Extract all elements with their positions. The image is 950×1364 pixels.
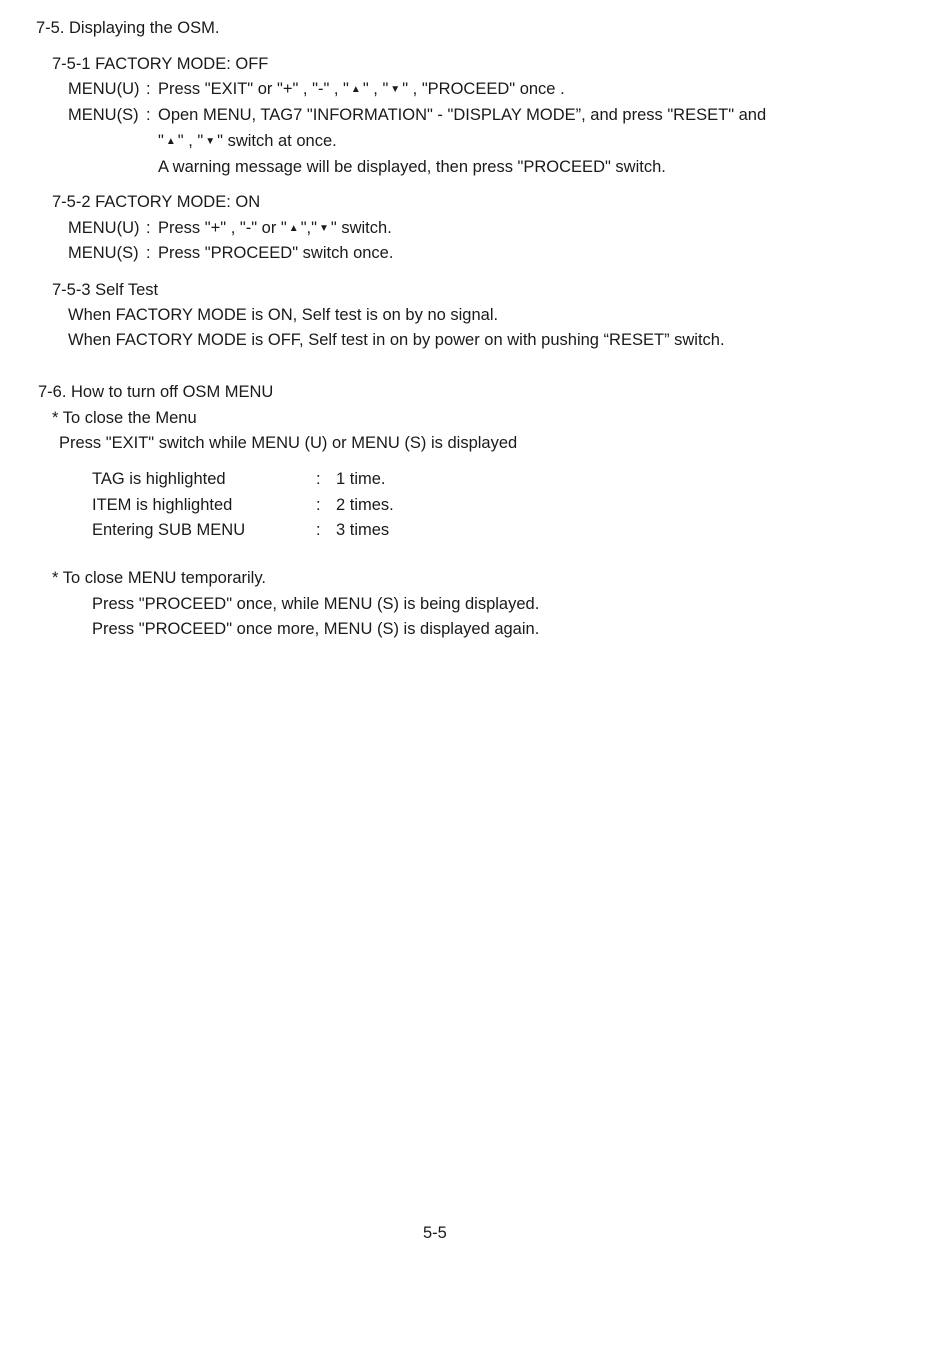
s752-menu-u-text-c: " switch. xyxy=(330,219,392,237)
section-7-5-1-heading: 7-5-1 FACTORY MODE: OFF xyxy=(52,55,269,73)
row-colon: : xyxy=(316,470,321,488)
s751-menu-s-colon: : xyxy=(146,106,151,124)
temp-line2: Press "PROCEED" once more, MENU (S) is displayed again. xyxy=(92,620,540,638)
s752-menu-s-text: Press "PROCEED" switch once. xyxy=(158,244,394,262)
close-temp-bullet: * To close MENU temporarily. xyxy=(52,569,266,587)
s752-menu-u-text xyxy=(158,218,392,239)
row-colon: : xyxy=(316,496,321,514)
section-7-5-3-heading: 7-5-3 Self Test xyxy=(52,281,159,299)
s752-menu-s-label: MENU(S) xyxy=(68,244,139,262)
s751-menu-s-line3: A warning message will be displayed, then press "PROCEED" switch. xyxy=(158,158,666,176)
close-menu-bullet: * To close the Menu xyxy=(52,409,197,427)
s751-menu-u-text-a: Press "EXIT" or "+" , "-" , " xyxy=(158,80,349,98)
row-value: 2 times. xyxy=(336,496,394,514)
s751-menu-u-colon: : xyxy=(146,80,151,98)
down-arrow-icon: ▼ xyxy=(319,223,329,234)
temp-line1: Press "PROCEED" once, while MENU (S) is being displayed. xyxy=(92,595,540,613)
s751-menu-s-label: MENU(S) xyxy=(68,106,139,124)
row-label: ITEM is highlighted xyxy=(92,496,233,514)
s751-menu-s-line2 xyxy=(158,131,337,152)
up-arrow-icon: ▲ xyxy=(350,84,361,95)
s753-line2: When FACTORY MODE is OFF, Self test in on by power on with pushing “RESET” switch. xyxy=(68,331,725,349)
s753-line1: When FACTORY MODE is ON, Self test is on by no signal. xyxy=(68,306,499,324)
s751-menu-u-text-b: " , " xyxy=(362,80,389,98)
up-arrow-icon: ▲ xyxy=(288,223,299,234)
section-7-6-heading: 7-6. How to turn off OSM MENU xyxy=(38,383,274,401)
s751-menu-u-label: MENU(U) xyxy=(68,80,140,98)
page-number: 5-5 xyxy=(423,1224,447,1242)
up-arrow-icon: ▲ xyxy=(165,136,176,147)
row-value: 3 times xyxy=(336,521,390,539)
section-7-5-heading: 7-5. Displaying the OSM. xyxy=(36,19,220,37)
down-arrow-icon: ▼ xyxy=(205,136,216,147)
row-label: Entering SUB MENU xyxy=(92,521,246,539)
s752-menu-u-text-b: "," xyxy=(300,219,317,237)
s751-menu-u-text xyxy=(158,79,565,100)
press-exit-line: Press "EXIT" switch while MENU (U) or MENU (S) is displayed xyxy=(59,434,518,452)
section-7-5-2-heading: 7-5-2 FACTORY MODE: ON xyxy=(52,193,261,211)
s751-menu-s-line2-c: " switch at once. xyxy=(217,132,337,150)
s752-menu-u-colon: : xyxy=(146,219,151,237)
s751-menu-s-line2-a: " xyxy=(158,132,164,150)
s752-menu-s-colon: : xyxy=(146,244,151,262)
s751-menu-u-text-c: " , "PROCEED" once . xyxy=(402,80,565,98)
s751-menu-s-line1: Open MENU, TAG7 "INFORMATION" - "DISPLAY MODE”, and press "RESET" and xyxy=(158,106,767,124)
s752-menu-u-label: MENU(U) xyxy=(68,219,140,237)
row-value: 1 time. xyxy=(336,470,386,488)
s751-menu-s-line2-b: " , " xyxy=(177,132,204,150)
down-arrow-icon: ▼ xyxy=(390,84,401,95)
s752-menu-u-text-a: Press "+" , "-" or " xyxy=(158,219,287,237)
row-label: TAG is highlighted xyxy=(92,470,226,488)
row-colon: : xyxy=(316,521,321,539)
